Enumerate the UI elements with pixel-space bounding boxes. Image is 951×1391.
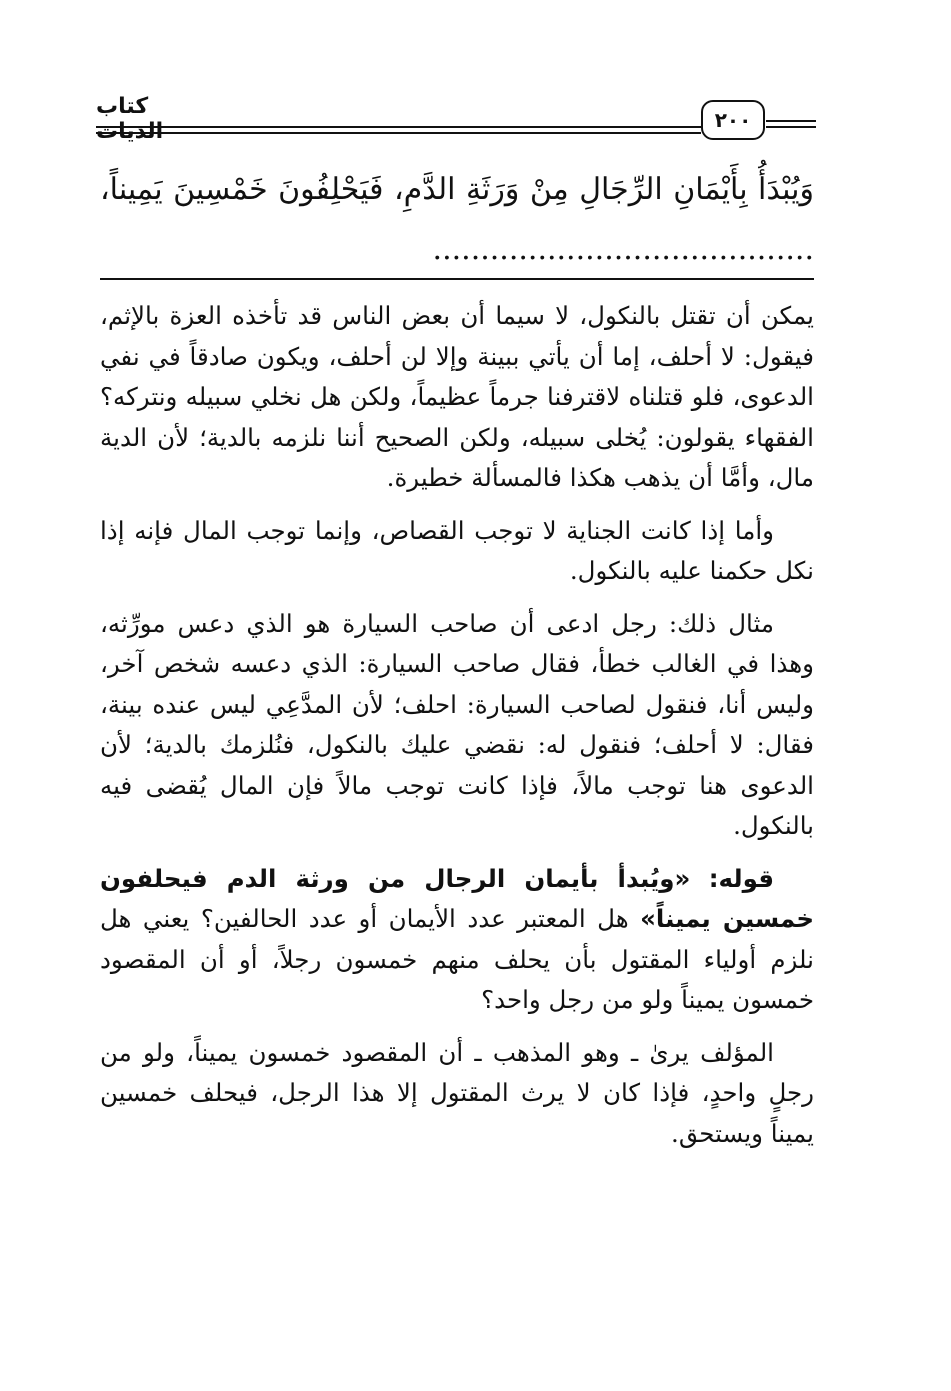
header-rule-right-2 <box>766 126 816 128</box>
matn-text: وَيُبْدَأُ بِأَيْمَانِ الرِّجَالِ مِنْ وَرَثَةِ الدَّمِ، فَيَحْلِفُونَ خَمْسِينَ يَمِيناً، ........................................ <box>100 172 814 267</box>
paragraph: المؤلف يرىٰ ـ وهو المذهب ـ أن المقصود خمسون يميناً، ولو من رجلٍ واحدٍ، فإذا كان لا يرث المقتول إلا هذا الرجل، فيحلف خمسين يميناً ويستحق. <box>100 1037 814 1148</box>
header-rule-right <box>766 120 816 122</box>
matn-separator <box>100 278 814 280</box>
paragraph: مثال ذلك: رجل ادعى أن صاحب السيارة هو الذي دعس مورِّثه، وهذا في الغالب خطأ، فقال صاحب السيارة: الذي دعسه شخص آخر، وليس أنا، فنقول لصاحب السيارة: احلف؛ لأن المدَّعِي ليس عنده بينة، فقال: لا أحلف؛ فنقول له: نقضي عليك بالنكول، فنُلزمك بالدية؛ لأن الدعوى هنا توجب مالاً، فإذا كانت توجب مالاً فإن المال يُقضى فيه بالنكول. <box>100 608 814 840</box>
paragraph: وأما إذا كانت الجناية لا توجب القصاص، وإنما توجب المال فإنه إذا نكل حكمنا عليه بالنكول. <box>100 515 814 585</box>
matn-quote: «ويُبدأ بأيمان الرجال من ورثة الدم فيحلفون خمسين يميناً» <box>100 863 814 933</box>
paragraph: يمكن أن تقتل بالنكول، لا سيما أن بعض الناس قد تأخذه العزة بالإثم، فيقول: لا أحلف، إما أن يأتي ببينة وإلا لن أحلف، ويكون صادقاً في نفي الدعوى، فلو قتلناه لاقترفنا جرماً عظيماً، ولكن هل نخلي سبيله ونتركه؟ الفقهاء يقولون: يُخلى سبيله، ولكن الصحيح أننا نلزمه بالدية؛ لأن الدية مال، وأمَّا أن يذهب هكذا فالمسألة خطيرة. <box>100 301 814 492</box>
paragraph-qawl <box>100 859 814 1021</box>
page-number: ٢٠٠ <box>701 100 765 140</box>
qawl-label: قوله: <box>708 863 774 893</box>
paragraph-text: هل المعتبر عدد الأيمان أو عدد الحالفين؟ يعني هل نلزم أولياء المقتول بأن يحلف منهم خمسون رجلاً، أو أن المقصود خمسون يميناً ولو من رجل واحد؟ <box>100 904 814 1014</box>
commentary <box>100 296 814 1166</box>
page-header <box>96 92 816 148</box>
chapter-title: كتاب الديات <box>96 94 164 144</box>
